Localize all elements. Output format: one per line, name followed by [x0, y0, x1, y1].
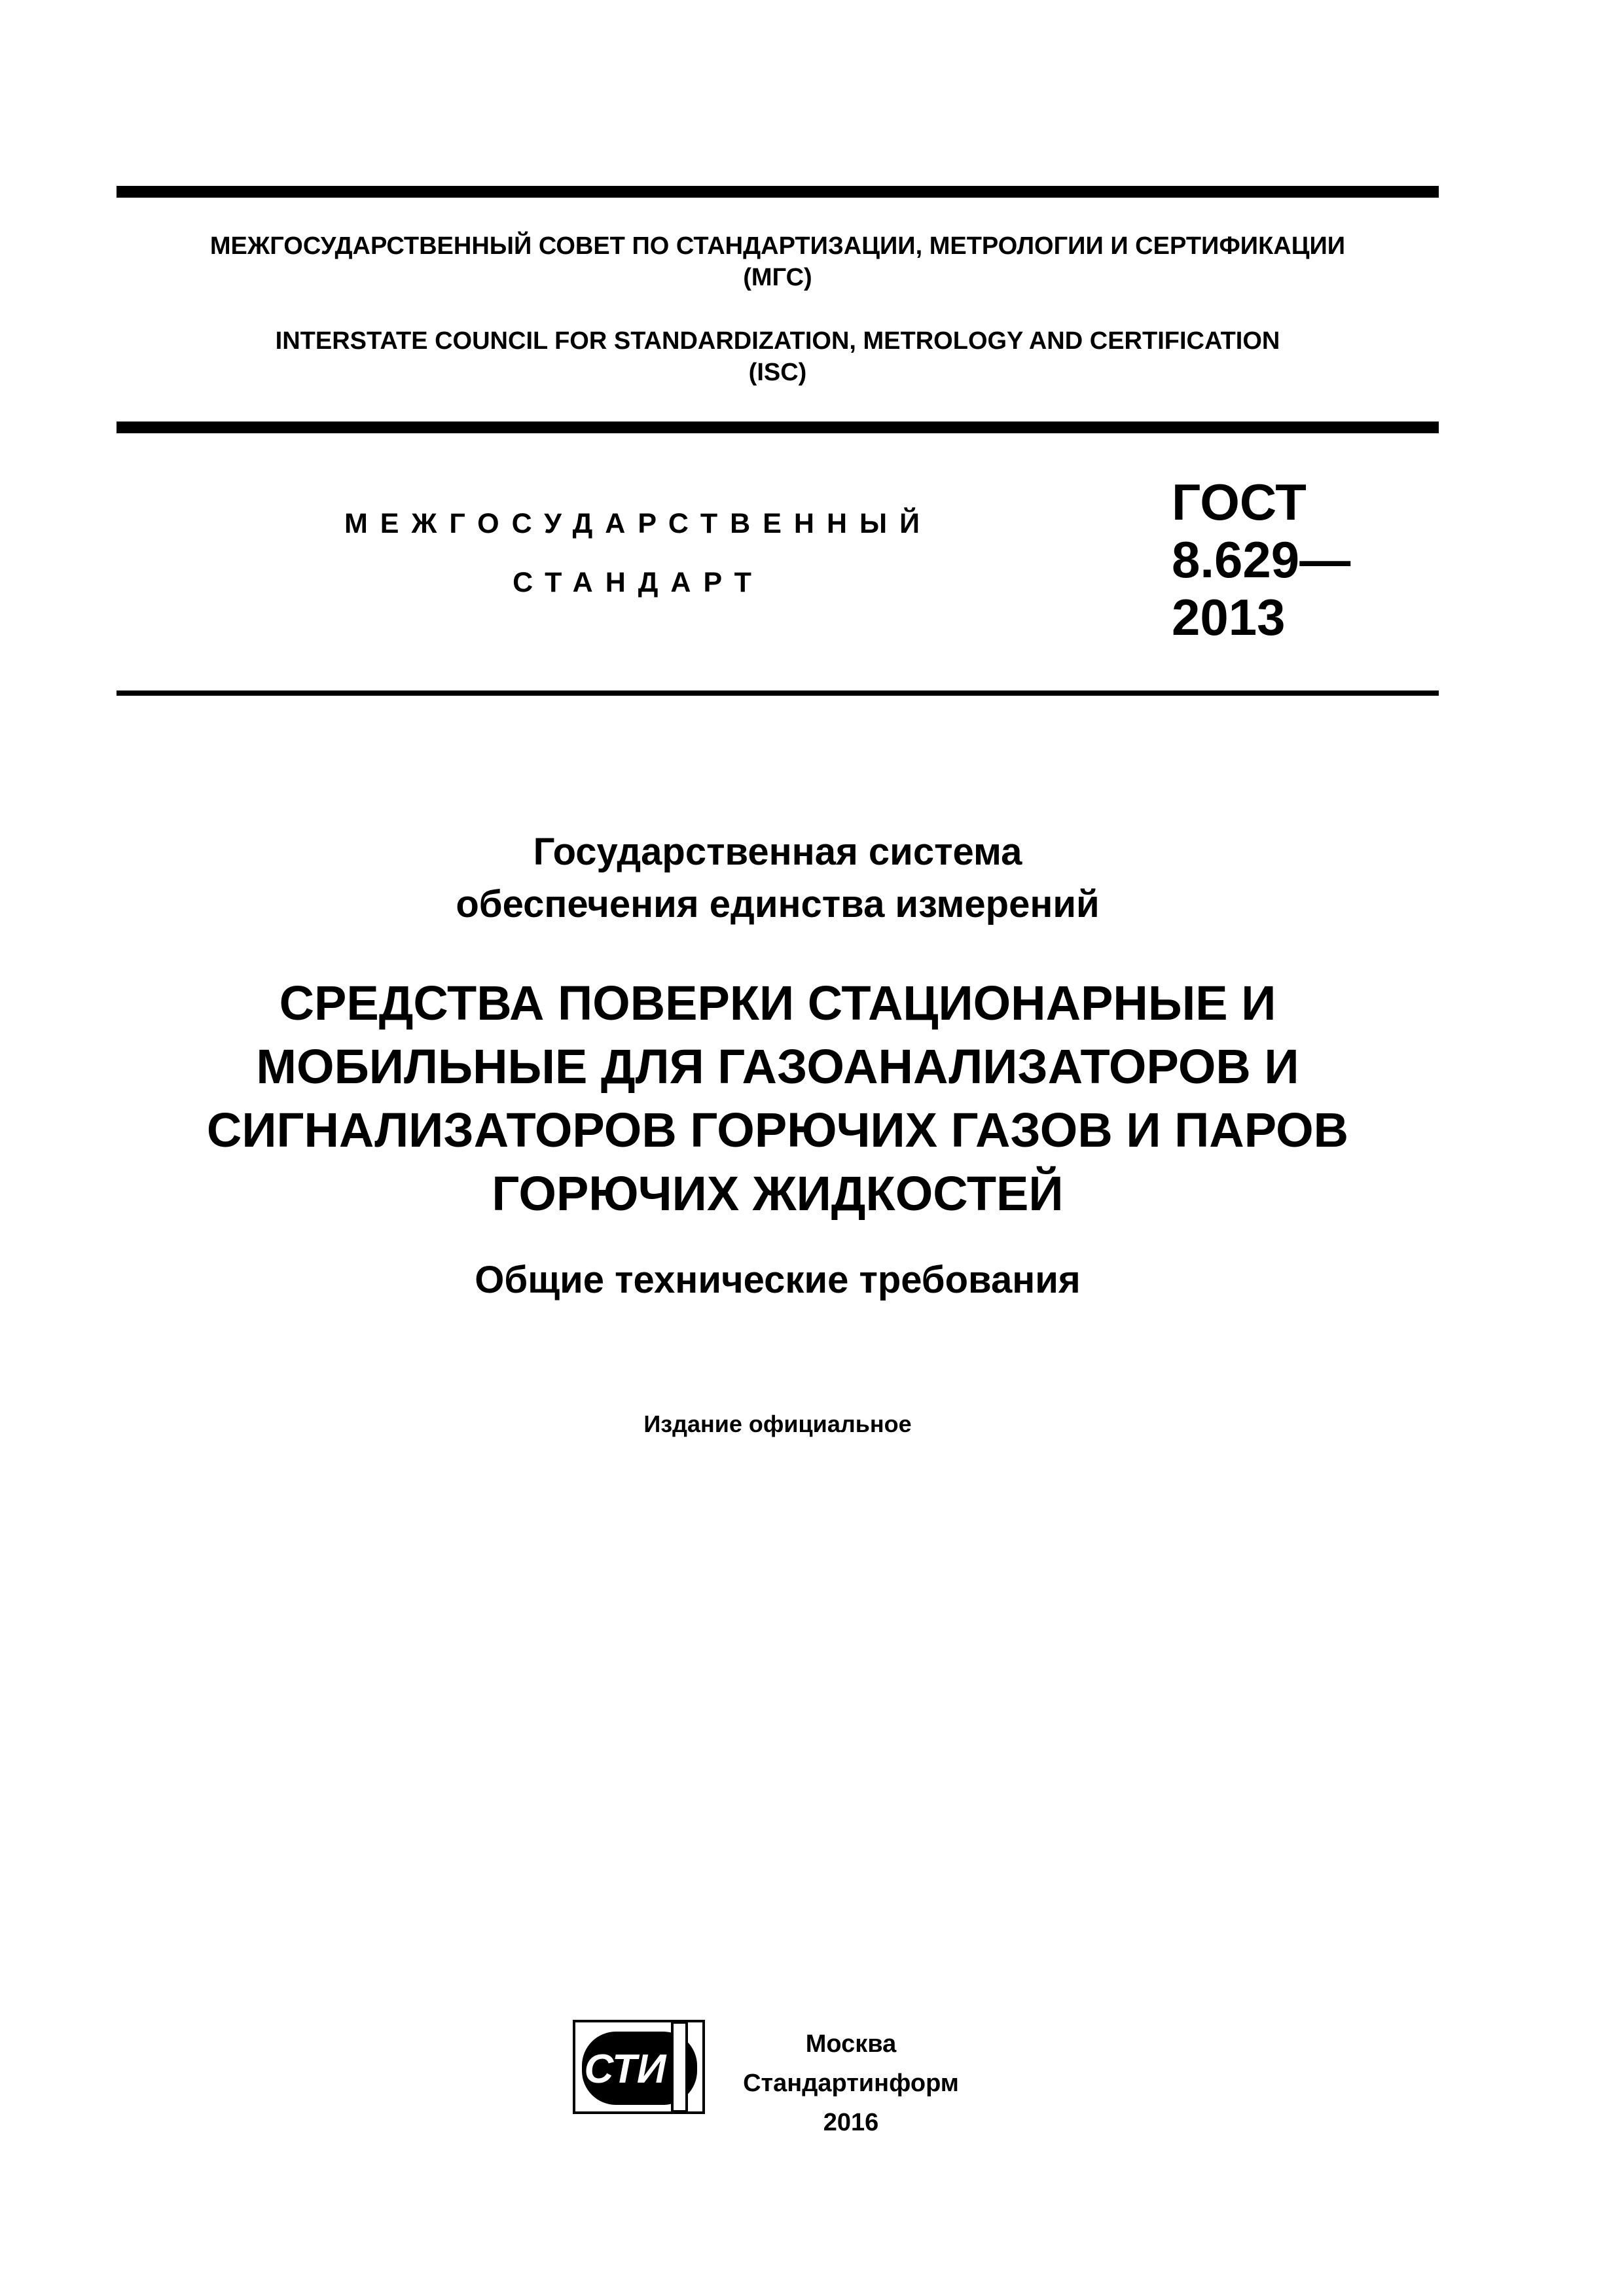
bottom-rule	[117, 691, 1439, 696]
council-name-ru-line1: МЕЖГОСУДАРСТВЕННЫЙ СОВЕТ ПО СТАНДАРТИЗАЦИИ, МЕТРОЛОГИИ И СЕРТИФИКАЦИИ	[209, 232, 1346, 260]
document-title-line1: СРЕДСТВА ПОВЕРКИ СТАЦИОНАРНЫЕ И	[279, 976, 1276, 1030]
series-title-line1: Государственная система	[533, 831, 1022, 873]
council-name-ru	[117, 230, 1439, 293]
top-rule	[117, 186, 1439, 198]
document-title-line2: МОБИЛЬНЫЕ ДЛЯ ГАЗОАНАЛИЗАТОРОВ И	[256, 1039, 1299, 1094]
document-title-line3: СИГНАЛИЗАТОРОВ ГОРЮЧИХ ГАЗОВ И ПАРОВ	[206, 1103, 1349, 1157]
standard-type-line2: СТАНДАРТ	[513, 567, 764, 598]
document-subtitle: Общие технические требования	[475, 1259, 1081, 1301]
publisher-city: Москва	[805, 2030, 897, 2058]
document-title-line4: ГОРЮЧИХ ЖИДКОСТЕЙ	[492, 1166, 1064, 1221]
edition-note: Издание официальное	[643, 1410, 912, 1437]
council-name-en	[117, 325, 1439, 388]
council-abbr-en: (ISC)	[748, 359, 807, 386]
publisher-logo-icon	[573, 2020, 705, 2114]
publisher-logo-text: СТИ	[584, 2047, 666, 2092]
gost-year: 2013	[1172, 588, 1286, 646]
council-abbr-ru: (МГС)	[743, 264, 812, 291]
series-title	[117, 826, 1439, 931]
middle-rule	[117, 422, 1439, 433]
gost-label: ГОСТ	[1172, 473, 1307, 531]
publisher-name: Стандартинформ	[743, 2070, 959, 2097]
gost-number: 8.629—	[1172, 531, 1351, 588]
publication-year: 2016	[823, 2109, 879, 2136]
council-name-en-line1: INTERSTATE COUNCIL FOR STANDARDIZATION, METROLOGY AND CERTIFICATION	[275, 327, 1280, 355]
gost-designation	[1172, 473, 1350, 646]
standard-type-line1: МЕЖГОСУДАРСТВЕННЫЙ	[344, 508, 933, 539]
publisher-info	[720, 2024, 982, 2142]
series-title-line2: обеспечения единства измерений	[456, 883, 1100, 925]
document-title	[117, 971, 1439, 1225]
